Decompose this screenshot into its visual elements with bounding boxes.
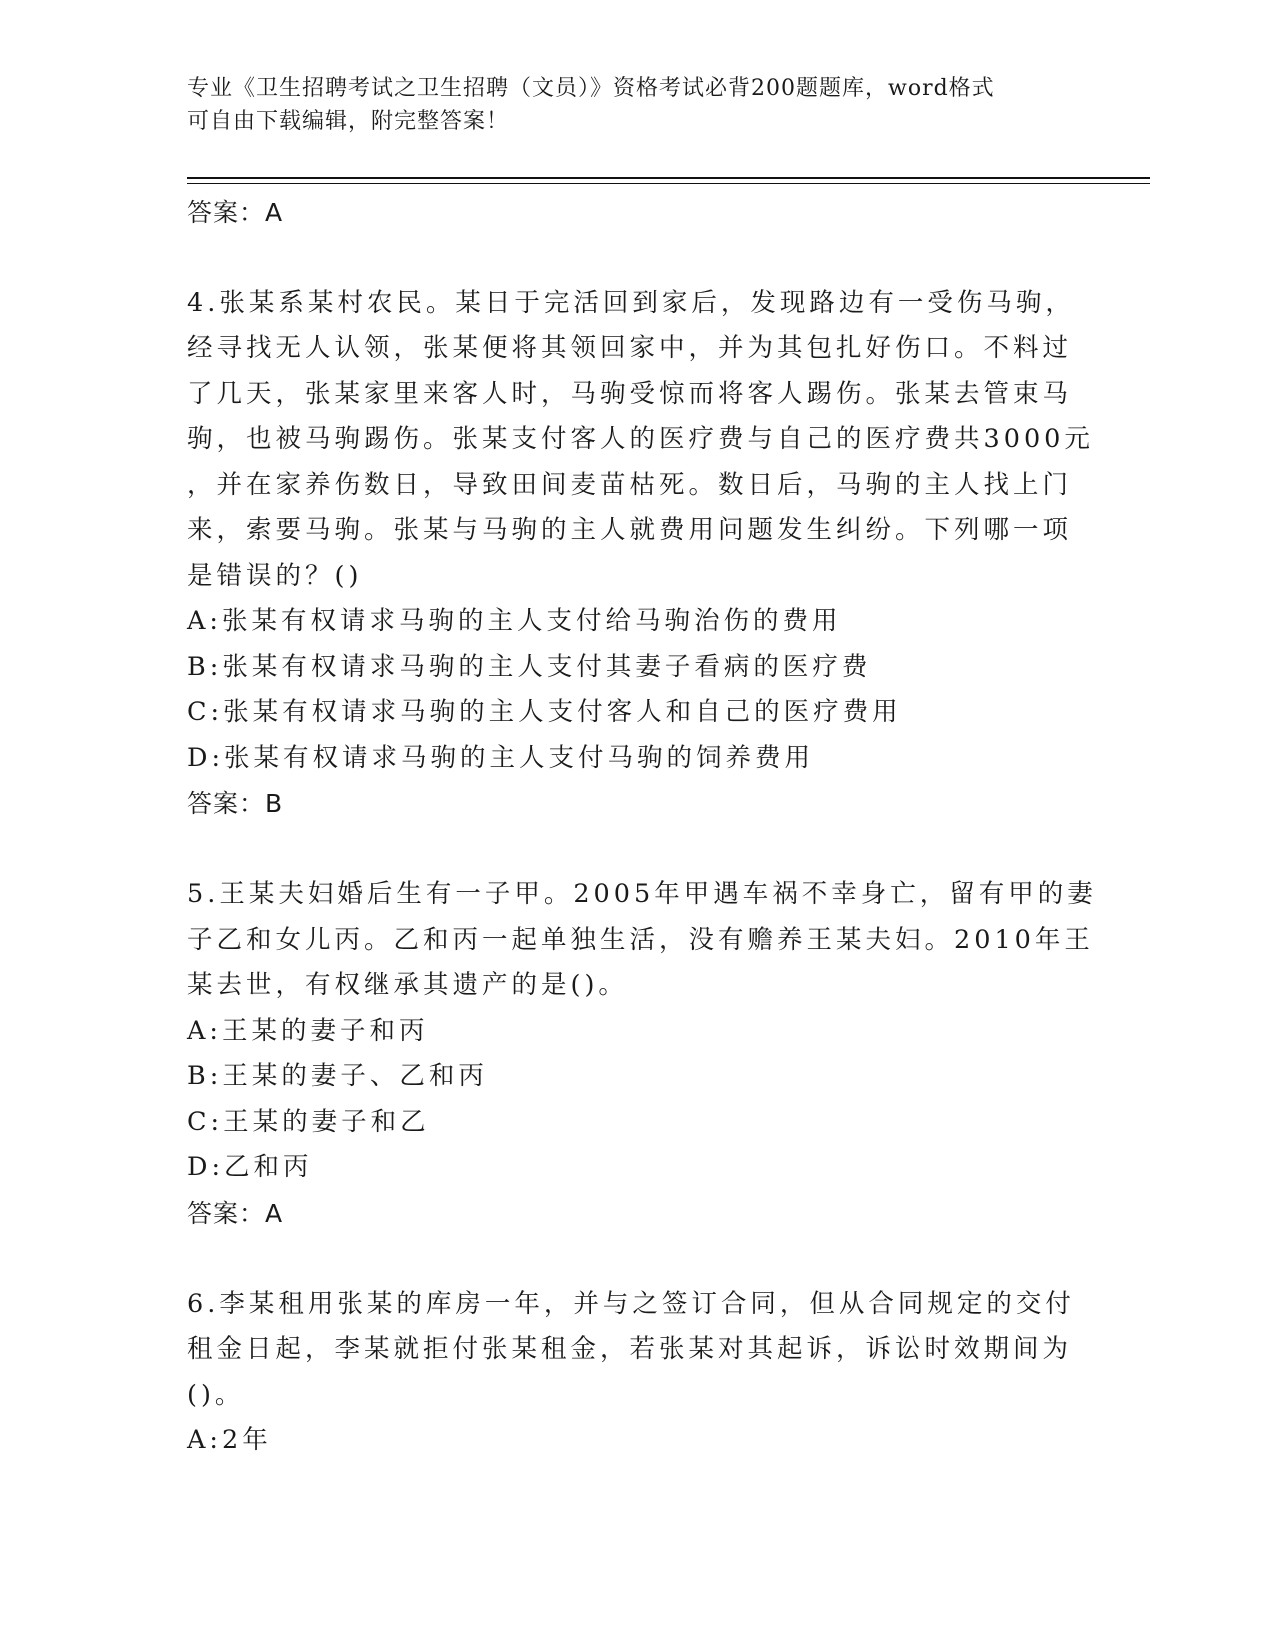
question-6: [187, 1282, 1075, 1464]
spacer: [187, 236, 1067, 281]
question-text-line: 5.王某夫妇婚后生有一子甲。2005年甲遇车祸不幸身亡，留有甲的妻: [187, 879, 1097, 909]
question-5: [187, 872, 1097, 1236]
option-d: D:张某有权请求马驹的主人支付马驹的饲养费用: [187, 742, 815, 773]
question-text-line: 6.李某租用张某的库房一年，并与之签订合同，但从合同规定的交付: [187, 1288, 1075, 1319]
spacer: [187, 827, 1067, 873]
option-a: A:王某的妻子和丙: [187, 1015, 429, 1046]
previous-answer: 答案：A: [187, 198, 284, 227]
option-c: C:王某的妻子和乙: [187, 1106, 430, 1137]
answer: 答案：A: [187, 1198, 284, 1228]
header-divider-thick: [187, 177, 1150, 179]
question-text-line: ，并在家养伤数日，导致田间麦苗枯死。数日后，马驹的主人找上门: [187, 469, 1073, 500]
question-text-line: 租金日起，李某就拒付张某租金，若张某对其起诉，诉讼时效期间为: [187, 1334, 1073, 1364]
option-a: A:张某有权请求马驹的主人支付给马驹治伤的费用: [187, 606, 842, 636]
header-divider-thin: [187, 183, 1150, 184]
question-4: [187, 281, 1094, 827]
header-line-1: 专业《卫生招聘考试之卫生招聘（文员）》资格考试必背200题题库，word格式: [187, 76, 995, 101]
option-c: C:张某有权请求马驹的主人支付客人和自己的医疗费用: [187, 697, 902, 727]
question-text-line: 来，索要马驹。张某与马驹的主人就费用问题发生纠纷。下列哪一项: [187, 515, 1073, 545]
question-text-line: 某去世，有权继承其遗产的是()。: [187, 970, 628, 1000]
question-text-line: 4.张某系某村农民。某日于完活回到家后，发现路边有一受伤马驹，: [187, 287, 1075, 318]
answer: 答案：B: [187, 789, 284, 818]
spacer: [187, 1236, 1067, 1282]
question-text-line: 子乙和女儿丙。乙和丙一起单独生活，没有赡养王某夫妇。2010年王: [187, 924, 1094, 955]
option-d: D:乙和丙: [187, 1152, 313, 1182]
option-b: B:张某有权请求马驹的主人支付其妻子看病的医疗费: [187, 651, 872, 682]
document-body: [187, 190, 1097, 1464]
option-b: B:王某的妻子、乙和丙: [187, 1061, 488, 1091]
question-text-line: 了几天，张某家里来客人时，马驹受惊而将客人踢伤。张某去管束马: [187, 378, 1073, 409]
header-line-2: 可自由下载编辑，附完整答案！: [187, 109, 510, 134]
question-text-line: 是错误的？(): [187, 560, 363, 591]
question-text-line: 经寻找无人认领，张某便将其领回家中，并为其包扎好伤口。不料过: [187, 333, 1073, 363]
document-header: [187, 72, 1087, 138]
question-text-line: 驹，也被马驹踢伤。张某支付客人的医疗费与自己的医疗费共3000元: [187, 424, 1094, 454]
option-a: A:2年: [187, 1425, 272, 1455]
question-text-line: ()。: [187, 1379, 245, 1410]
